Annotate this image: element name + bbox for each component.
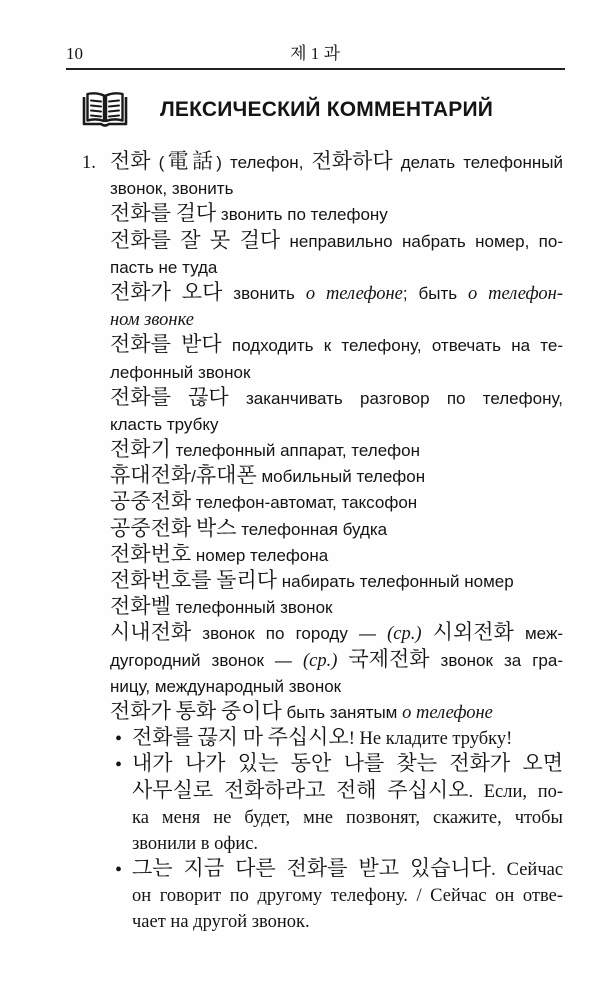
korean-text: 통화 <box>175 698 217 723</box>
text-line <box>132 752 563 778</box>
korean-text: 전화가 <box>449 751 511 776</box>
text-segment: лефонный звонок <box>110 362 251 382</box>
text-segment: ; быть <box>402 283 469 303</box>
text-line <box>110 307 563 333</box>
korean-text: 잘 <box>180 227 201 252</box>
text-line <box>132 779 563 805</box>
term-entry <box>110 543 563 569</box>
text-segment: он говорит по другому телефону. / Сейчас он отве- <box>132 886 563 907</box>
term-entry <box>110 229 563 281</box>
term-entry <box>110 281 563 333</box>
korean-text: 그는 <box>132 856 173 881</box>
term-entry <box>110 202 563 228</box>
emphasis-text: о телефоне <box>305 283 403 304</box>
text-segment: пасть не туда <box>110 257 218 277</box>
korean-text: 전화번호를 <box>110 568 212 592</box>
text-line <box>132 909 563 935</box>
text-segment: 시내전화 звонок по городу — <box>110 620 388 645</box>
korean-text: 전화하다 <box>311 149 393 173</box>
korean-text: 공중전화 <box>110 489 192 514</box>
korean-text: 전화기 <box>110 437 171 462</box>
bullet-marker: • <box>115 728 123 751</box>
text-line <box>110 490 563 516</box>
korean-text: 국제전화 <box>348 646 430 671</box>
term-entry <box>110 150 563 202</box>
korean-text: 전화 <box>110 149 151 173</box>
text-line <box>110 700 563 726</box>
text-segment: 전화번호를 돌리다 набирать телефонный номер <box>110 568 514 592</box>
text-line <box>110 517 563 543</box>
text-segment: 전화를 받다 подходить к телефону, отвечать на те- <box>110 332 563 357</box>
text-line <box>110 569 563 595</box>
entry-number: 1. <box>82 153 96 173</box>
text-line <box>110 281 563 307</box>
korean-text: 걸다 <box>239 227 281 252</box>
term-entry <box>110 569 563 595</box>
text-line <box>110 674 563 700</box>
text-line <box>110 386 563 412</box>
text-line <box>110 438 563 464</box>
korean-text: 끊지 <box>197 725 239 750</box>
text-segment: 전화를 끊지 마 주십시오! Не кладите трубку! <box>132 725 513 750</box>
lesson-title: 제 1 과 <box>290 44 340 63</box>
text-line <box>110 333 563 359</box>
text-segment: 전화기 телефонный аппарат, телефон <box>110 437 420 462</box>
korean-text: 오다 <box>181 279 223 304</box>
text-segment: 국제전화 звонок за гра- <box>348 646 563 671</box>
emphasis-text: (ср.) <box>387 624 422 645</box>
korean-text: 공중전화 <box>110 515 192 540</box>
term-entry <box>110 386 563 438</box>
section-title: ЛЕКСИЧЕСКИЙ КОММЕНТАРИЙ <box>160 98 494 121</box>
korean-text: 주십시오 <box>267 725 349 750</box>
example-sentence <box>110 726 563 752</box>
text-line <box>110 229 563 255</box>
korean-text: 지금 <box>183 856 225 881</box>
emphasis-text: ном звонке <box>110 310 194 331</box>
emphasis-text: (ср.) <box>302 650 338 671</box>
korean-text: 박스 <box>195 515 237 540</box>
text-line <box>110 176 563 202</box>
korean-text: 전해 <box>336 777 377 802</box>
term-entry <box>110 517 563 543</box>
korean-text: 전화가 <box>110 698 171 723</box>
korean-text: 전화를 <box>110 384 171 409</box>
text-segment: 공중전화 телефон-автомат, таксофон <box>110 489 418 514</box>
emphasis-text: о телефоне <box>402 702 493 723</box>
text-line <box>110 360 563 386</box>
text-line <box>110 621 563 647</box>
korean-text: 끊다 <box>188 384 229 409</box>
text-line <box>132 883 563 909</box>
text-segment: 전화를 걸다 звонить по телефону <box>110 201 388 226</box>
korean-text: 전화를 <box>132 725 193 750</box>
korean-text: 전화를 <box>286 856 348 881</box>
example-sentence <box>110 857 563 936</box>
text-line <box>132 831 563 857</box>
text-line <box>110 255 563 281</box>
text-segment: 전화 (電話) телефон, 전화하다 делать телефонный <box>110 149 563 173</box>
text-segment: чает на другой звонок. <box>132 912 310 933</box>
korean-text: 전화를 <box>110 201 171 226</box>
text-segment: класть трубку <box>110 414 219 434</box>
korean-text: 받다 <box>181 332 222 357</box>
page-number: 10 <box>66 44 83 63</box>
open-book-icon <box>82 91 128 127</box>
korean-text: 다른 <box>235 856 276 881</box>
text-segment: ка меня не будет, мне позвонят, скажите, чтобы <box>132 807 563 828</box>
korean-text: 내가 <box>132 751 173 776</box>
korean-text: 전화하라고 <box>223 777 326 802</box>
text-line <box>110 595 563 621</box>
korean-text: 동안 <box>290 751 332 776</box>
text-line <box>110 412 563 438</box>
korean-text: 주십시오 <box>387 777 469 802</box>
text-segment: 전화를 끊다 заканчивать разговор по телефону, <box>110 384 563 409</box>
text-segment: звонили в офис. <box>132 833 259 854</box>
korean-text: 전화번호 <box>110 541 192 566</box>
text-segment: 시외전화 меж- <box>432 620 563 645</box>
term-entry <box>110 621 563 700</box>
text-segment: 그는 지금 다른 전화를 받고 있습니다. Сейчас <box>132 856 564 881</box>
text-segment: дугородний звонок — <box>110 650 303 670</box>
korean-text: 찾는 <box>396 751 438 776</box>
korean-text: 휴대전화 <box>110 463 192 488</box>
korean-text: 나가 <box>184 751 226 776</box>
korean-text: 전화를 <box>110 332 171 357</box>
korean-text: 전화벨 <box>110 594 171 619</box>
korean-text: 전화를 <box>110 227 171 252</box>
text-segment: 전화가 오다 звонить <box>110 279 306 304</box>
text-line <box>132 726 563 752</box>
term-entry <box>110 438 563 464</box>
korean-text: 오면 <box>522 751 564 776</box>
korean-text: 나를 <box>343 751 385 776</box>
term-entry <box>110 490 563 516</box>
text-segment <box>132 751 564 776</box>
korean-text: 돌리다 <box>216 568 278 592</box>
text-segment: звонок, звонить <box>110 179 234 199</box>
text-segment: 전화벨 телефонный звонок <box>110 594 333 619</box>
text-line <box>110 464 563 490</box>
korean-text: 있습니다 <box>409 856 492 881</box>
korean-text: 못 <box>209 227 231 252</box>
emphasis-text: о телефон- <box>468 283 563 304</box>
korean-text: 걸다 <box>175 201 217 226</box>
text-segment: 사무실로 전화하라고 전해 주십시오. Если, по- <box>132 777 564 802</box>
header-rule <box>66 68 565 70</box>
korean-text: 시외전화 <box>432 620 514 645</box>
text-segment: ницу, международный звонок <box>110 676 342 696</box>
text-line <box>110 202 563 228</box>
korean-text: 시내전화 <box>110 620 192 645</box>
text-segment: 전화가 통화 중이다 быть занятым <box>110 698 403 723</box>
lexical-entry <box>110 150 563 936</box>
text-line <box>132 805 563 831</box>
term-entry <box>110 464 563 490</box>
text-line <box>110 648 563 674</box>
korean-text: 있는 <box>237 751 279 776</box>
term-entry <box>110 333 563 385</box>
bullet-marker: • <box>115 754 123 777</box>
example-sentence <box>110 752 563 857</box>
text-line <box>132 857 563 883</box>
text-line <box>110 543 563 569</box>
text-segment: 휴대전화/휴대폰 мобильный телефон <box>110 463 426 488</box>
korean-text: 마 <box>242 725 263 750</box>
bullet-marker: • <box>115 859 123 882</box>
korean-text: 휴대폰 <box>195 463 257 488</box>
korean-text: 전화가 <box>110 279 171 304</box>
korean-text: 電話 <box>164 149 217 173</box>
text-line <box>110 150 563 176</box>
korean-text: 사무실로 <box>132 777 214 802</box>
term-entry <box>110 595 563 621</box>
korean-text: 중이다 <box>220 698 282 723</box>
text-segment: 공중전화 박스 телефонная будка <box>110 515 388 540</box>
text-segment: 전화를 잘 못 걸다 неправильно набрать номер, по- <box>110 227 563 252</box>
term-entry <box>110 700 563 726</box>
korean-text: 받고 <box>358 856 399 881</box>
text-segment: 전화번호 номер телефона <box>110 541 329 566</box>
